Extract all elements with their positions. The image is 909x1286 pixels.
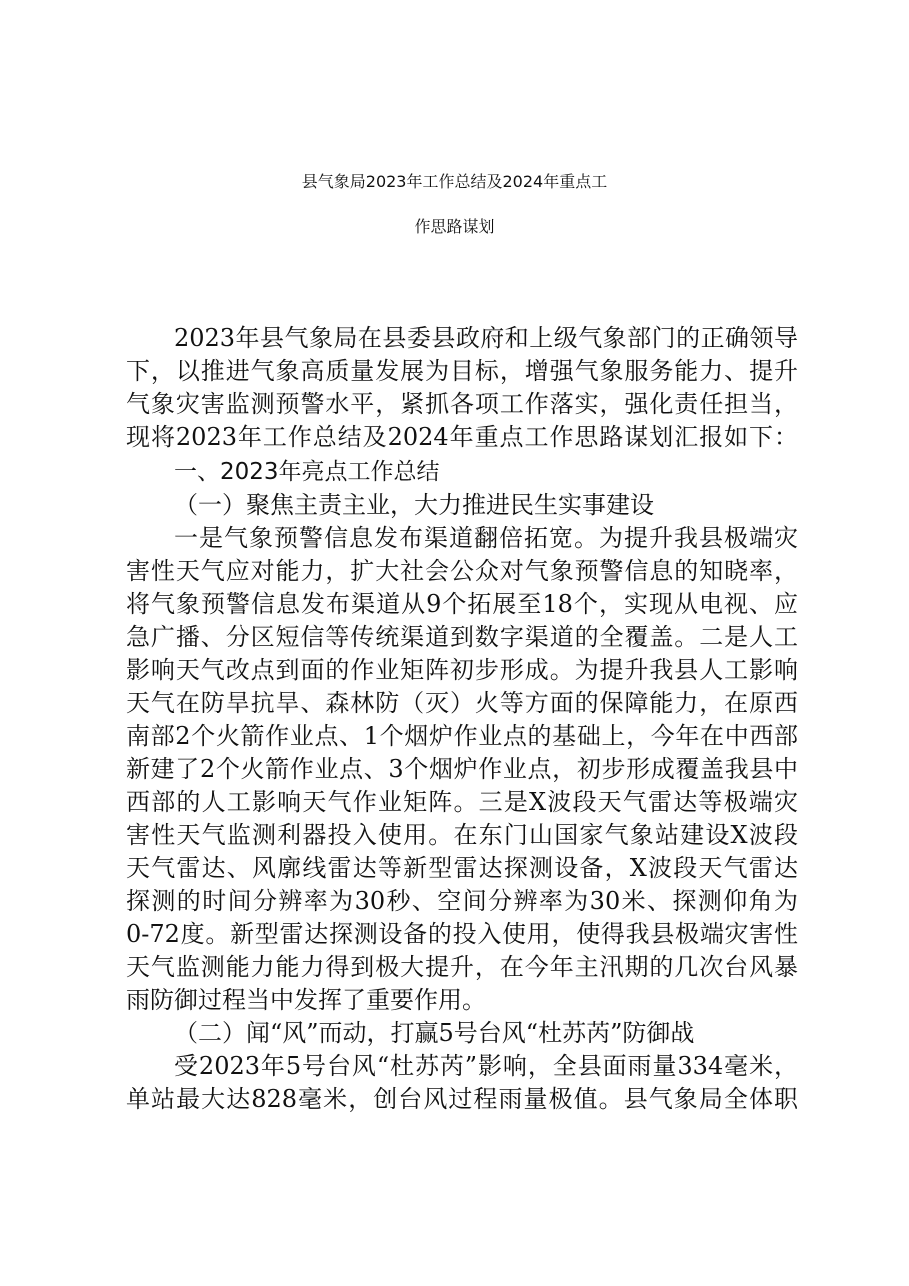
paragraph-line: 影响天气改点到面的作业矩阵初步形成。为提升我县人工影响 (126, 656, 798, 684)
section-heading-1: 一、2023年亮点工作总结 (174, 459, 440, 485)
intro-line-1: 2023年县气象局在县委县政府和上级气象部门的正确领导 (174, 324, 798, 352)
intro-line-4: 现将2023年工作总结及2024年重点工作思路谋划汇报如下： (126, 423, 798, 451)
paragraph-line: 天气监测能力能力得到极大提升，在今年主汛期的几次台风暴 (126, 953, 798, 981)
paragraph-line: 害性天气监测利器投入使用。在东门山国家气象站建设X波段 (126, 821, 798, 849)
paragraph-line: 探测的时间分辨率为30秒、空间分辨率为30米、探测仰角为 (126, 887, 798, 915)
paragraph-line: 一是气象预警信息发布渠道翻倍拓宽。为提升我县极端灾 (174, 524, 798, 552)
intro-line-2: 下，以推进气象高质量发展为目标，增强气象服务能力、提升 (126, 357, 798, 385)
paragraph-line: 雨防御过程当中发挥了重要作用。 (126, 986, 486, 1014)
paragraph-line: 0-72度。新型雷达探测设备的投入使用，使得我县极端灾害性 (126, 920, 798, 948)
paragraph-line: 新建了2个火箭作业点、3个烟炉作业点，初步形成覆盖我县中 (126, 755, 798, 783)
document-title-line-2: 作思路谋划 (414, 217, 495, 236)
paragraph-line: 西部的人工影响天气作业矩阵。三是X波段天气雷达等极端灾 (126, 788, 798, 816)
document-title-line-1: 县气象局2023年工作总结及2024年重点工 (301, 172, 608, 191)
paragraph-line: 受2023年5号台风“杜苏芮”影响，全县面雨量334毫米， (174, 1052, 798, 1080)
paragraph-line: 害性天气应对能力，扩大社会公众对气象预警信息的知晓率， (126, 557, 798, 585)
intro-line-3: 气象灾害监测预警水平，紧抓各项工作落实，强化责任担当， (126, 390, 798, 418)
subsection-heading-2: （二）闻“风”而动，打赢5号台风“杜苏芮”防御战 (174, 1019, 695, 1047)
paragraph-line: 急广播、分区短信等传统渠道到数字渠道的全覆盖。二是人工 (126, 623, 798, 651)
paragraph-line: 天气在防旱抗旱、森林防（灭）火等方面的保障能力，在原西 (126, 689, 798, 717)
paragraph-line: 单站最大达828毫米，创台风过程雨量极值。县气象局全体职 (126, 1085, 798, 1113)
paragraph-line: 南部2个火箭作业点、1个烟炉作业点的基础上，今年在中西部 (126, 722, 798, 750)
paragraph-line: 将气象预警信息发布渠道从9个拓展至18个，实现从电视、应 (126, 590, 798, 618)
subsection-heading-1: （一）聚焦主责主业，大力推进民生实事建设 (174, 491, 654, 519)
paragraph-line: 天气雷达、风廓线雷达等新型雷达探测设备，X波段天气雷达 (126, 854, 798, 882)
